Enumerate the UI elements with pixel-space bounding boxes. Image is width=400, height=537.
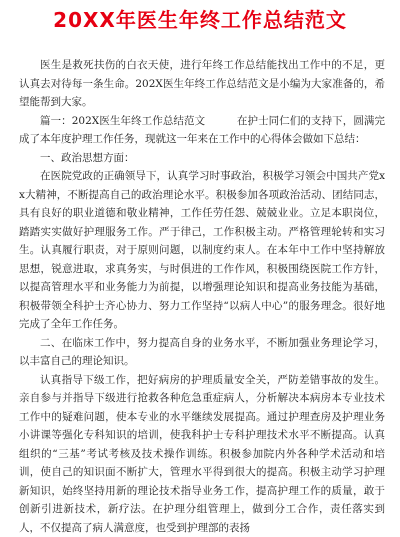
paragraph-intro: 医生是救死扶伤的白衣天使，进行年终工作总结能找出工作中的不足，更认真去对待每一条生命。202X医生年终工作总结范文是小编为大家准备的，希望能帮到大家。: [19, 56, 385, 112]
paragraph-political-thought: 在医院党政的正确领导下，认真学习时事政治，积极学习领会中国共产党xx大精神，不断提高自己的政治理论水平。积极参加各项政治活动、团结同志，具有良好的职业道德和敬业精神，工作任劳任怨、兢兢业业。立足本职岗位，踏踏实实做好护理服务工作。严于律己，工作积极主动。严格管理轮转和实习生。认真履行职责，对于原则问题，以制度约束人。在本年中工作中坚持解放思想，锐意进取，求真务实，与时俱进的工作作风，积极围绕医院工作方针，以提高管理水平和业务能力为前提，以增强理论知识和提高业务技能为基础，积极带领全科护士齐心协力、努力工作坚持“以病人中心”的服务理念。很好地完成了全年工作任务。: [19, 167, 385, 334]
heading-political-thought: 一、政治思想方面：: [19, 149, 385, 168]
paragraph-section-one-intro: 篇一：202X医生年终工作总结范文 在护士同仁们的支持下，圆满完成了本年度护理工作任务，现就这一年来在工作中的心得体会做如下总结：: [19, 112, 385, 149]
document-title: 20XX年医生年终工作总结范文: [0, 6, 400, 34]
paragraph-clinical-work: 认真指导下级工作，把好病房的护理质量安全关，严防差错事故的发生。亲自参与并指导下级进行抢救各种危急重症病人，分析解决本病房本专业技术工作中的疑难问题，使本专业的水平继续发展提高。通过护理查房及护理业务小讲课等强化专科知识的培训，使我科护士专科护理技术水平不断提高。认真组织的“三基”考试考核及技术操作训练。积极参加院内外各种学术活动和培训，使自己的知识面不断扩大，管理水平得到很大的提高。积极主动学习护理新知识，始终坚持用新的理论技术指导业务工作，提高护理工作的质量，敢于创新引进新技术，新疗法。在护理分组管理上，做到分工合作，责任落实到人，不仅提高了病人满意度，也受到护理部的表扬: [19, 371, 385, 537]
heading-clinical-work: 二、在临床工作中，努力提高自身的业务水平，不断加强业务理论学习，以丰富自己的理论知识。: [19, 334, 385, 371]
document-body: [19, 56, 385, 537]
